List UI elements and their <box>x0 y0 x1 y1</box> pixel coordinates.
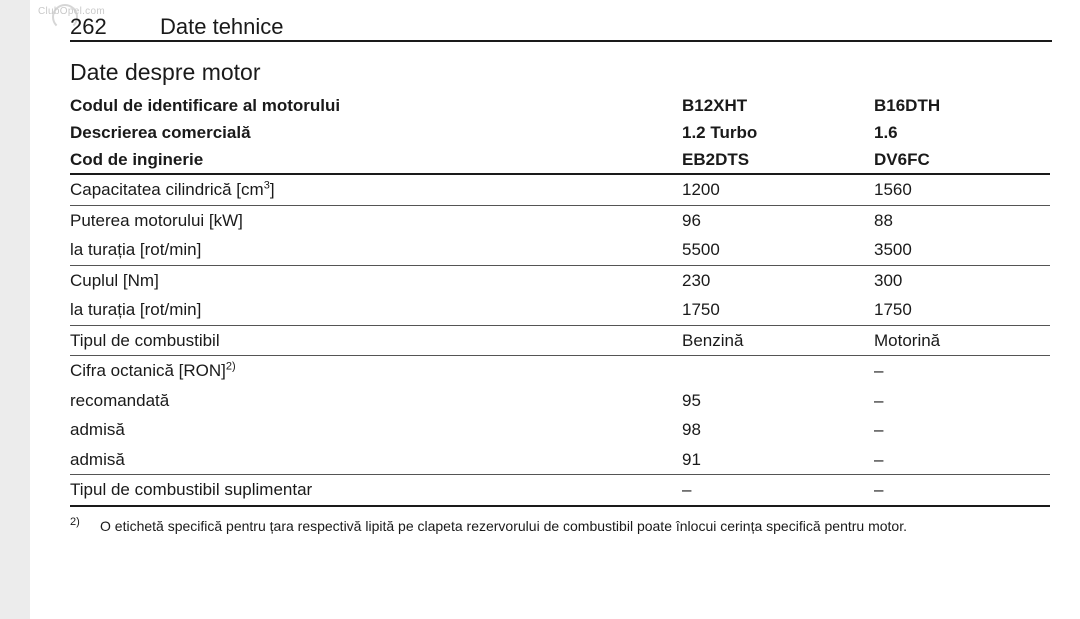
row-label: Tipul de combustibil suplimentar <box>70 480 313 499</box>
row-value-b12xht: 98 <box>682 420 701 439</box>
row-label: la turația [rot/min] <box>70 240 202 259</box>
table-row <box>70 325 1050 356</box>
row-value-b12xht: – <box>682 480 692 499</box>
table-row <box>70 445 1050 475</box>
row-value-b12xht: 5500 <box>682 240 720 259</box>
header-label: Descrierea comercială <box>70 123 251 142</box>
header-label: Cod de inginerie <box>70 150 204 169</box>
row-label: Tipul de combustibil <box>70 330 220 350</box>
table-row <box>70 235 1050 265</box>
header-value-b12xht: EB2DTS <box>682 150 750 169</box>
table-row <box>70 474 1050 505</box>
row-label: Capacitatea cilindrică $[cm^3]$ <box>70 179 275 199</box>
table-body <box>70 173 1050 507</box>
page-edge-strip <box>0 0 30 619</box>
footnote-text: O etichetă specifică pentru țara respectivă lipită pe clapeta rezervorului de combustibil poate înlocui cerința specifică pentru motor. <box>100 518 907 534</box>
header-value-b16dth: B16DTH <box>874 96 941 115</box>
table-row <box>70 205 1050 236</box>
row-value-b16dth: 300 <box>874 270 903 290</box>
row-value-b16dth: – <box>874 361 884 380</box>
row-label: admisă <box>70 449 125 469</box>
row-label: recomandată <box>70 390 170 410</box>
row-value-b12xht: 96 <box>682 210 701 230</box>
page-number: 262 <box>70 14 107 39</box>
row-value-b16dth: – <box>874 420 884 439</box>
row-value-b16dth: – <box>874 449 884 469</box>
table-row <box>70 295 1050 325</box>
table-row <box>70 355 1050 386</box>
header-value-b12xht: B12XHT <box>682 96 748 115</box>
table-header <box>70 92 1050 173</box>
chapter-title: Date tehnice <box>160 14 284 39</box>
row-label: la turația [rot/min] <box>70 300 202 319</box>
table-row <box>70 265 1050 296</box>
watermark: ClubOpel.com <box>38 6 105 17</box>
row-value-b16dth: 1560 <box>874 180 912 199</box>
row-label: admisă <box>70 420 125 439</box>
table-header-row <box>70 146 1050 173</box>
row-value-b16dth: 88 <box>874 210 893 230</box>
table-header-row <box>70 119 1050 146</box>
table-row <box>70 415 1050 445</box>
table-row <box>70 173 1050 205</box>
row-value-b12xht: 230 <box>682 270 711 290</box>
table-header-row <box>70 92 1050 119</box>
row-value-b12xht: 95 <box>682 390 701 410</box>
row-value-b16dth: Motorină <box>874 330 941 350</box>
row-value-b16dth: – <box>874 390 884 410</box>
row-label: Puterea motorului [kW] <box>70 210 243 230</box>
header-value-b16dth: DV6FC <box>874 150 930 169</box>
row-value-b16dth: – <box>874 480 884 499</box>
row-label: Cuplul [Nm] <box>70 270 159 290</box>
row-value-b16dth: 1750 <box>874 300 912 319</box>
page-header <box>70 12 1052 42</box>
header-value-b12xht: 1.2 Turbo <box>682 123 758 142</box>
table-row <box>70 386 1050 416</box>
footnote-reference: 2) <box>225 360 236 373</box>
row-value-b12xht: 1200 <box>682 180 720 199</box>
row-value-b16dth: 3500 <box>874 240 912 259</box>
row-value-b12xht: 1750 <box>682 300 720 319</box>
row-value-b12xht: 91 <box>682 449 701 469</box>
section-title: Date despre motor <box>70 59 261 85</box>
engine-spec-table <box>70 92 1050 507</box>
header-value-b16dth: 1.6 <box>874 123 898 142</box>
header-label: Codul de identificare al motorului <box>70 96 341 115</box>
row-value-b12xht: Benzină <box>682 330 744 350</box>
row-label: Cifra octanică [RON]$^{2)}$ <box>70 360 236 380</box>
footnote-mark: 2) <box>70 516 80 528</box>
unit-superscript: 3 <box>263 179 270 192</box>
